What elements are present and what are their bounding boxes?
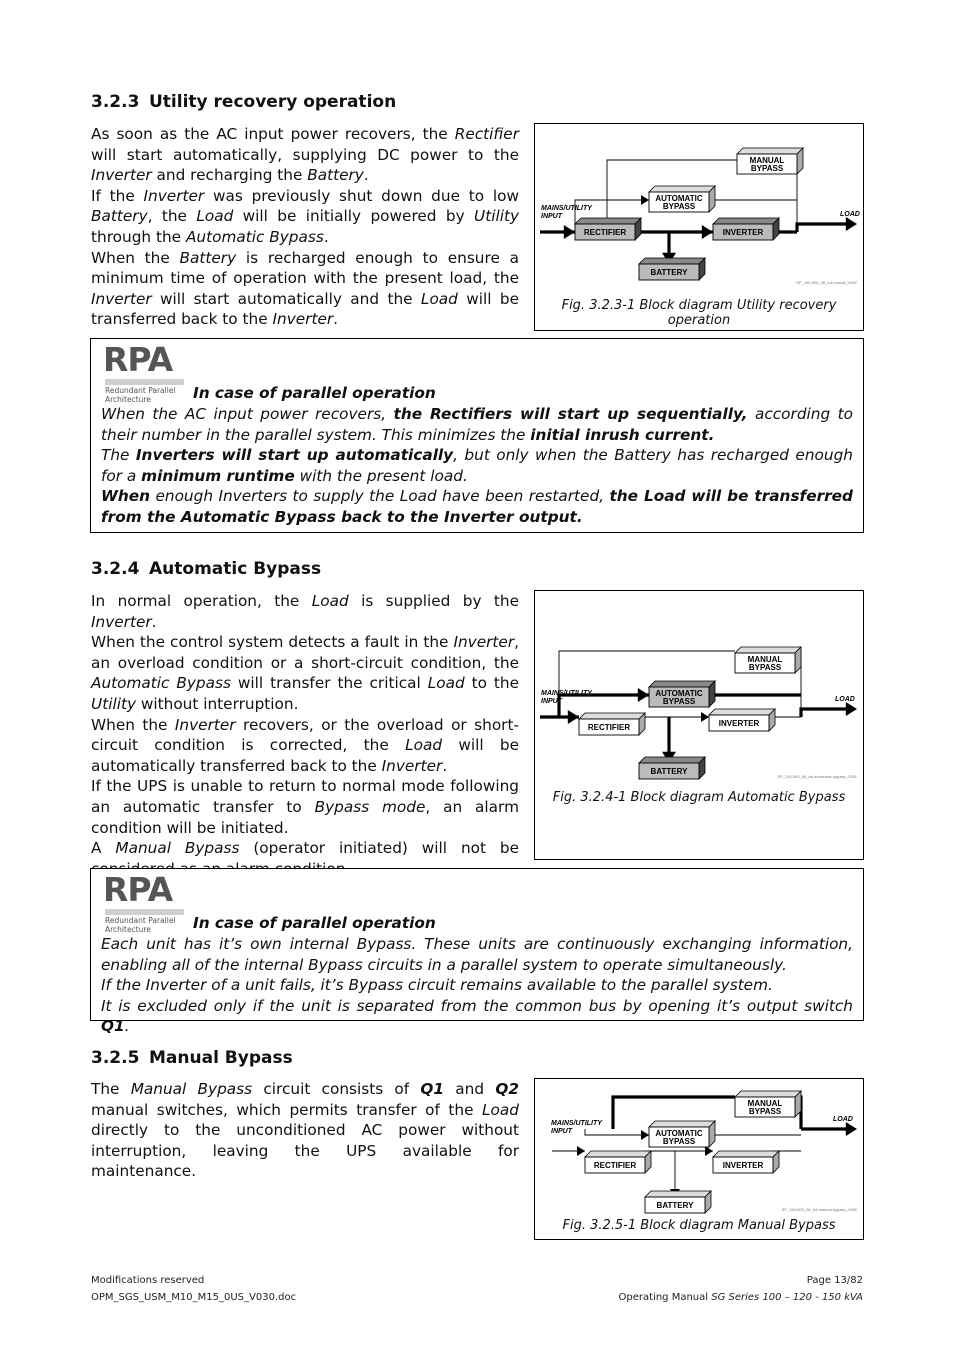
section-body-3-2-3: [91, 124, 519, 330]
paragraph: [91, 776, 519, 838]
text-run: It is excluded only if the unit is separated from the common bus by opening it’s output switch: [101, 996, 853, 1015]
text-run: Battery: [91, 207, 148, 226]
text-run: .: [442, 756, 448, 775]
text-run: will be initially powered by: [233, 207, 474, 226]
load-label: LOAD: [840, 211, 860, 218]
text-run: If the: [91, 186, 144, 205]
text-run: Battery: [307, 166, 364, 185]
text-run: the Load will be transferred from the Automatic Bypass back to the Inverter output.: [101, 487, 853, 526]
text-run: and: [444, 1080, 496, 1098]
text-run: .: [323, 227, 329, 246]
note-heading: In case of parallel operation: [193, 384, 436, 402]
text-run: with the present load.: [294, 466, 468, 485]
figure-automatic-bypass: [534, 590, 864, 860]
automatic-bypass-block-label: AUTOMATIC: [655, 689, 703, 698]
rpa-logo-text: RPA: [103, 340, 173, 379]
text-run: Automatic Bypass: [91, 674, 231, 693]
rectifier-block-top: [579, 713, 645, 719]
rpa-logo-text: RPA: [103, 870, 173, 909]
manual-bypass-block-label: MANUAL: [747, 655, 783, 664]
text-run: manual switches, which permits transfer of the: [91, 1100, 483, 1119]
automatic-bypass-block-top: [649, 186, 715, 192]
text-run: will start automatically and the: [151, 289, 421, 308]
manual-bypass-block-top: [735, 1091, 801, 1097]
note-heading: In case of parallel operation: [193, 914, 436, 932]
auto-bypass-arrow-in: [641, 1130, 649, 1140]
inverter-block-top: [709, 709, 775, 715]
note-body: [101, 404, 853, 528]
footer-page-number: Page 13/82: [806, 1275, 863, 1286]
parallel-operation-note-1: [90, 338, 864, 533]
manual-bypass-block-label: BYPASS: [748, 1107, 782, 1116]
text-run: initial inrush current.: [530, 425, 715, 444]
section-number: 3.2.4: [91, 559, 140, 579]
mains-label: INPUT: [541, 213, 562, 220]
text-run: When the: [91, 248, 180, 267]
text-run: is recharged enough to ensure a minimum time of operation with the present load, the: [91, 248, 519, 288]
text-run: .: [333, 310, 339, 329]
paragraph: [91, 715, 519, 777]
text-run: was previously shut down due to low: [204, 186, 519, 205]
figure-reference: SP_150-500_06_bd-manual bypass_010E: [781, 1207, 857, 1212]
figure-utility-recovery: [534, 123, 864, 331]
text-run: Q2: [495, 1080, 519, 1098]
battery-block-top: [639, 757, 705, 763]
text-run: Load: [311, 592, 349, 610]
footer-modifications: Modifications reserved: [91, 1275, 205, 1286]
rectifier-block-label: RECTIFIER: [583, 228, 627, 237]
paragraph: [101, 445, 853, 486]
text-run: , but only when the Battery has recharged enough for a: [101, 446, 853, 485]
section-body-3-2-5: [91, 1079, 519, 1182]
text-run: .: [363, 166, 369, 185]
figure-manual-bypass: [534, 1078, 864, 1240]
text-run: A: [91, 839, 116, 858]
rectifier-block-label: RECTIFIER: [593, 1161, 637, 1170]
text-run: Inverter: [91, 612, 152, 631]
text-run: When: [101, 487, 151, 506]
inverter-block-label: INVERTER: [722, 228, 764, 237]
text-run: If the UPS is unable to return to normal mode following an automatic transfer to: [91, 777, 519, 816]
text-run: through the: [91, 227, 186, 246]
load-arrow: [846, 702, 857, 716]
mains-label: MAINS/UTILITY: [541, 690, 592, 697]
text-run: will start automatically, supplying DC power to the: [91, 145, 519, 164]
text-run: Manual Bypass: [115, 839, 240, 858]
text-run: Each unit has it’s own internal Bypass. These units are continuously exchanging information, enabling all of the internal Bypass circuits in a parallel system to operate simultaneously.: [101, 935, 853, 974]
section-number: 3.2.5: [91, 1048, 140, 1068]
section-title: Manual Bypass: [149, 1048, 293, 1068]
rectifier-block-top: [575, 218, 641, 224]
text-run: without interruption.: [136, 694, 299, 713]
automatic-bypass-block-label: BYPASS: [662, 1137, 696, 1146]
manual-bypass-block-label: MANUAL: [747, 1099, 783, 1108]
text-run: (operator initiated) will not be: [253, 839, 520, 858]
text-run: Battery: [179, 248, 237, 267]
text-run: Inverter: [91, 166, 152, 185]
section-heading-3-2-4: [91, 559, 321, 579]
load-line: [797, 224, 853, 232]
manual-bypass-block-top: [737, 148, 803, 154]
battery-block-label: BATTERY: [656, 1201, 694, 1210]
text-run: Inverter: [143, 186, 205, 205]
section-heading-3-2-5: [91, 1048, 293, 1068]
text-run: Bypass mode: [314, 797, 426, 816]
automatic-bypass-block-label: BYPASS: [662, 697, 696, 706]
text-run: to the: [464, 674, 519, 693]
mains-label: MAINS/UTILITY: [541, 205, 592, 212]
automatic-bypass-block-label: AUTOMATIC: [655, 194, 703, 203]
automatic-bypass-block-top: [649, 681, 715, 687]
manual-bypass-block-label: BYPASS: [750, 164, 784, 173]
paragraph: [101, 404, 853, 445]
text-run: recovers, or the overload or short-circuit condition is corrected, the: [91, 715, 519, 755]
text-run: , an overload condition or a short-circuit condition, the: [91, 633, 519, 672]
text-run: , an alarm condition will be initiated.: [91, 797, 519, 837]
manual-bypass-block-label: MANUAL: [749, 156, 785, 165]
manual-bypass-block-label: BYPASS: [748, 663, 782, 672]
input-arrow: [564, 225, 575, 239]
text-run: Q1: [101, 1017, 125, 1036]
note-body: [101, 934, 853, 1037]
rpa-logo-subtitle: Redundant Parallel Architecture: [105, 386, 176, 404]
text-run: Load: [196, 207, 234, 226]
section-number: 3.2.3: [91, 92, 140, 112]
text-run: enough Inverters to supply the Load have been restarted,: [150, 487, 610, 506]
text-run: and recharging the: [151, 166, 308, 185]
input-arrow: [568, 710, 579, 724]
load-line: [801, 709, 853, 717]
manual-bypass-block-top: [735, 647, 801, 653]
paragraph: [91, 186, 519, 248]
text-run: When the control system detects a fault in the: [91, 633, 454, 652]
automatic-bypass-block-label: AUTOMATIC: [655, 1129, 703, 1138]
figure-reference: SP_150-500_06_bd-automatic bypass_010E: [777, 774, 857, 779]
load-arrow: [846, 1122, 857, 1136]
rpa-logo: [103, 340, 185, 404]
inverter-block-top: [713, 218, 779, 224]
paragraph: [101, 996, 853, 1037]
text-run: Inverters will start up automatically: [135, 446, 454, 465]
block-diagram-manual-bypass: [535, 1079, 863, 1239]
footer-document-name: OPM_SGS_USM_M10_M15_0US_V030.doc: [91, 1292, 297, 1303]
text-run: Manual Bypass: [130, 1080, 253, 1098]
text-run: Inverter: [91, 289, 152, 308]
automatic-bypass-block-top: [649, 1121, 715, 1127]
text-run: Load: [427, 674, 465, 693]
text-run: Load: [420, 289, 458, 308]
paragraph: [91, 591, 519, 632]
load-label: LOAD: [835, 696, 855, 703]
rectifier-block-label: RECTIFIER: [587, 723, 631, 732]
load-arrow: [846, 217, 857, 231]
text-run: will transfer the critical: [230, 674, 428, 693]
text-run: If the Inverter of a unit fails, it’s Bypass circuit remains available to the parallel system.: [101, 976, 773, 995]
rpa-logo-bar: [105, 909, 184, 915]
text-run: Inverter: [272, 310, 334, 329]
section-title: Automatic Bypass: [149, 559, 322, 579]
paragraph: [101, 975, 853, 996]
section-heading-3-2-3: [91, 92, 396, 112]
auto-bypass-arrow-in: [641, 195, 649, 205]
figure-reference: SP_150-500_06_bd-normal_010E: [796, 280, 857, 285]
footer-manual-title: [619, 1292, 863, 1303]
paragraph: [91, 1079, 519, 1182]
parallel-operation-note-2: [90, 868, 864, 1036]
dc-bus-arrow: [702, 225, 713, 239]
battery-block-top: [645, 1191, 711, 1197]
figure-caption: Fig. 3.2.5-1 Block diagram Manual Bypass: [562, 1218, 836, 1233]
dc-bus-arrow: [701, 712, 709, 722]
text-run: Inverter: [174, 715, 236, 734]
rpa-logo-bar: [105, 379, 184, 385]
paragraph: [101, 486, 853, 527]
paragraph: [91, 632, 519, 714]
battery-block-top: [639, 258, 705, 264]
paragraph: [91, 124, 519, 186]
text-run: directly to the unconditioned AC power without interruption, leaving the UPS available for maintenance.: [91, 1121, 519, 1181]
input-arrow: [577, 1146, 585, 1156]
text-run: the Rectifiers will start up sequentially,: [393, 405, 748, 423]
auto-bypass-arrow-in: [638, 688, 649, 702]
footer-series: SG Series 100 – 120 - 150 kVA: [711, 1292, 863, 1303]
text-run: When the: [91, 715, 175, 734]
section-title: Utility recovery operation: [149, 92, 397, 112]
text-run: Q1: [420, 1080, 445, 1098]
text-run: Rectifier: [454, 125, 519, 143]
text-run: Load: [405, 736, 443, 755]
text-run: will be transferred back to the: [91, 289, 520, 329]
load-label: LOAD: [833, 1116, 853, 1123]
text-run: The: [91, 1080, 131, 1098]
text-run: is supplied by the: [348, 592, 519, 610]
text-run: according to their number in the parallel system. This minimizes the: [101, 405, 853, 444]
text-run: Utility: [474, 207, 519, 226]
text-run: minimum runtime: [141, 466, 295, 485]
rpa-logo: [103, 870, 185, 934]
text-run: circuit consists of: [252, 1080, 421, 1098]
paragraph: [101, 934, 853, 975]
text-run: Utility: [91, 694, 136, 713]
rpa-logo-subtitle: Redundant Parallel Architecture: [105, 916, 176, 934]
text-run: When the AC input power recovers,: [101, 405, 394, 423]
mains-label: MAINS/UTILITY: [551, 1120, 602, 1127]
text-run: .: [151, 612, 157, 631]
section-body-3-2-4: [91, 591, 519, 879]
text-run: Load: [482, 1100, 519, 1119]
mains-label: INPUT: [551, 1128, 572, 1135]
inverter-block-label: INVERTER: [722, 1161, 764, 1170]
paragraph: [91, 248, 519, 330]
footer-manual-label: Operating Manual: [618, 1292, 712, 1303]
battery-block-label: BATTERY: [650, 268, 688, 277]
figure-caption: Fig. 3.2.3-1 Block diagram Utility recovery operation: [561, 298, 837, 328]
inverter-block-top: [713, 1151, 779, 1157]
text-run: , the: [147, 207, 197, 226]
block-diagram-automatic-bypass: [535, 591, 863, 859]
automatic-bypass-block-label: BYPASS: [662, 202, 696, 211]
mains-label: INPUT: [541, 698, 562, 705]
figure-caption: Fig. 3.2.4-1 Block diagram Automatic Bypass: [552, 790, 846, 805]
text-run: The: [101, 446, 136, 465]
text-run: As soon as the AC input power recovers, the: [91, 125, 455, 143]
text-run: .: [124, 1017, 130, 1036]
battery-block-label: BATTERY: [650, 767, 688, 776]
rectifier-block-top: [585, 1151, 651, 1157]
text-run: Automatic Bypass: [185, 227, 324, 246]
auto-bypass-line-in: [585, 1129, 649, 1135]
text-run: Inverter: [453, 633, 515, 652]
inverter-block-label: INVERTER: [718, 719, 760, 728]
text-run: will be automatically transferred back to the: [91, 736, 520, 775]
text-run: Inverter: [381, 756, 443, 775]
text-run: In normal operation, the: [91, 592, 312, 610]
